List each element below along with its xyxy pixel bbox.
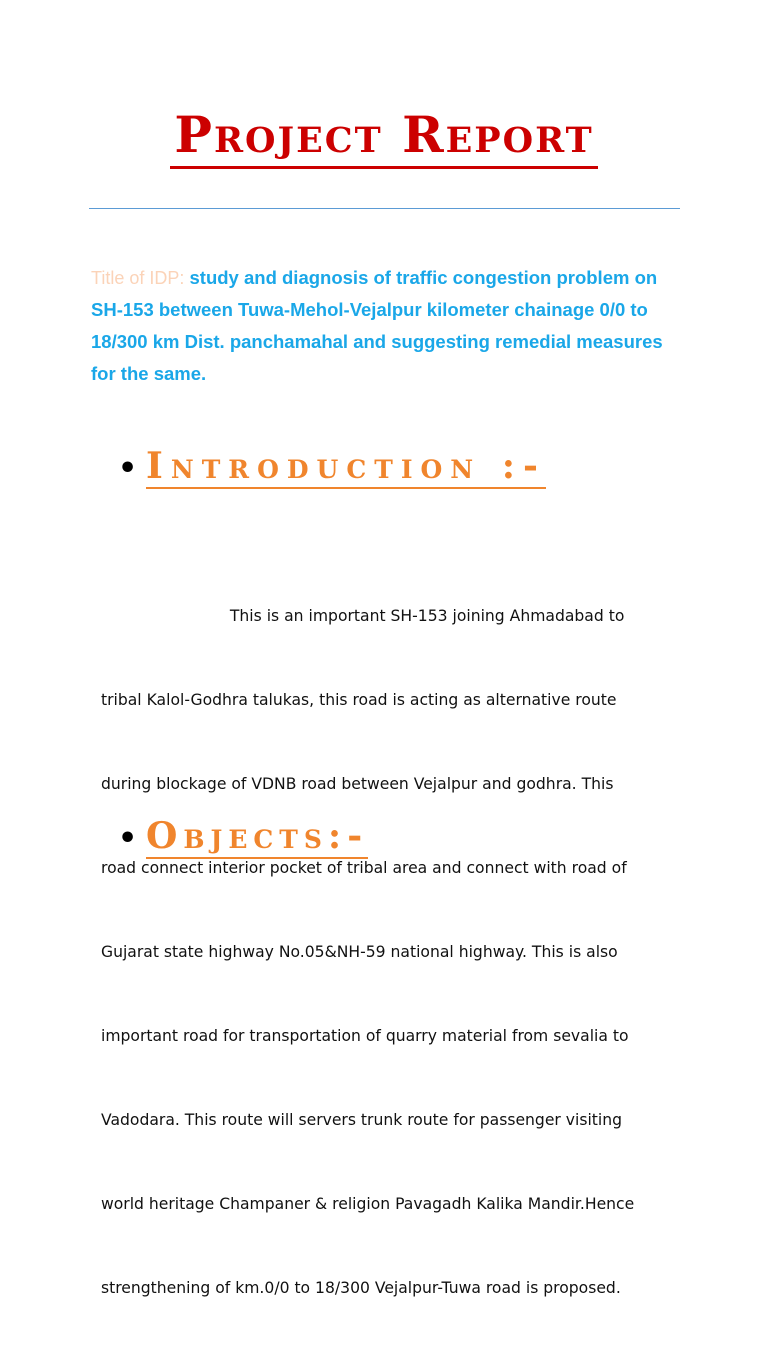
paragraph-line: road connect interior pocket of tribal area and connect with road of: [101, 859, 627, 877]
introduction-heading-text: Introduction :-: [146, 445, 546, 487]
idp-title-block: [91, 262, 691, 390]
objects-heading-text: Objects:-: [146, 815, 369, 857]
paragraph-line: This is an important SH-153 joining Ahmadabad to: [101, 607, 625, 625]
paragraph-line: strengthening of km.0/0 to 18/300 Vejalpur-Tuwa road is proposed.: [101, 1279, 621, 1297]
paragraph-line: Gujarat state highway No.05&NH-59 national highway. This is also: [101, 943, 618, 961]
bullet-icon: •: [118, 821, 144, 856]
paragraph-line: during blockage of VDNB road between Vejalpur and godhra. This: [101, 775, 614, 793]
bullet-icon: •: [118, 451, 146, 486]
introduction-paragraph: [101, 546, 691, 1358]
paragraph-line: important road for transportation of quarry material from sevalia to: [101, 1027, 629, 1045]
objects-heading: [118, 816, 368, 856]
introduction-heading: [118, 446, 546, 486]
idp-label: Title of IDP:: [91, 268, 185, 288]
paragraph-line: Vadodara. This route will servers trunk route for passenger visiting: [101, 1111, 623, 1129]
idp-title-text: study and diagnosis of traffic congestion problem on SH-153 between Tuwa-Mehol-Vejalpur kilometer chainage 0/0 to 18/300 km Dist. panchamahal and suggesting remedial measures for the same.: [91, 267, 663, 384]
horizontal-rule: [89, 208, 680, 209]
paragraph-line: tribal Kalol-Godhra talukas, this road is acting as alternative route: [101, 691, 617, 709]
page-title: [0, 104, 768, 169]
page-title-text: Project Report: [170, 104, 597, 169]
paragraph-line: world heritage Champaner & religion Pavagadh Kalika Mandir.Hence: [101, 1195, 635, 1213]
